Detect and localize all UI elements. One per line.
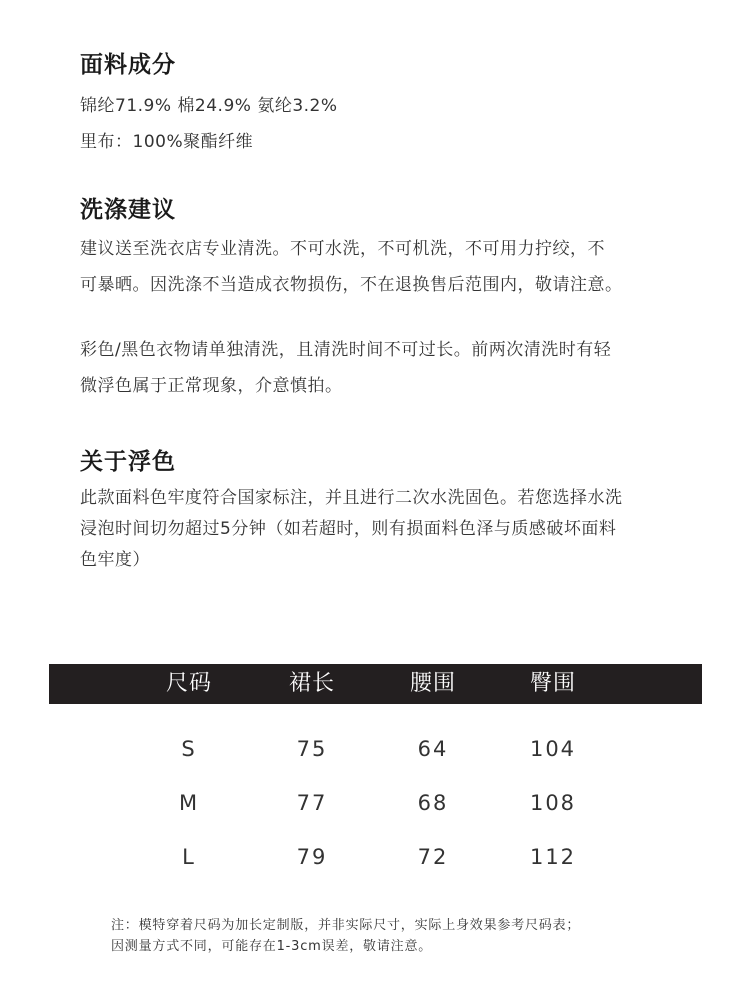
- fabric-composition-title: 面料成分: [80, 52, 176, 78]
- table-row: [49, 788, 702, 818]
- cell-hip: 104: [529, 737, 577, 761]
- header-hip: 臀围: [529, 671, 577, 696]
- cell-waist: 64: [417, 737, 449, 761]
- washing-advice-section: [80, 195, 690, 404]
- table-row: [49, 734, 702, 764]
- fabric-composition-line: 锦纶71.9% 棉24.9% 氨纶3.2%: [80, 96, 338, 116]
- cell-hip: 112: [529, 845, 577, 869]
- cell-skirt-length: 75: [296, 737, 328, 761]
- lining-composition-line: 里布：100%聚酯纤维: [80, 132, 254, 152]
- washing-advice-line: 可暴晒。因洗涤不当造成衣物损伤，不在退换售后范围内，敬请注意。: [80, 275, 623, 295]
- size-table: [49, 664, 702, 869]
- cell-skirt-length: 77: [296, 791, 328, 815]
- cell-size: S: [181, 737, 197, 761]
- header-skirt-length: 裙长: [288, 671, 336, 696]
- fabric-composition-section: [80, 50, 690, 160]
- cell-size: L: [182, 845, 196, 869]
- color-fading-line: 浸泡时间切勿超过5分钟（如若超时，则有损面料色泽与质感破坏面料: [80, 519, 617, 539]
- washing-advice-line: 彩色/黑色衣物请单独清洗，且清洗时间不可过长。前两次清洗时有轻: [80, 340, 612, 360]
- color-fading-line: 色牢度）: [80, 550, 150, 570]
- washing-advice-title: 洗涤建议: [80, 197, 176, 223]
- color-fading-title: 关于浮色: [80, 449, 176, 475]
- measurement-note: [111, 915, 671, 957]
- color-fading-line: 此款面料色牢度符合国家标注，并且进行二次水洗固色。若您选择水洗: [80, 488, 623, 508]
- washing-advice-line: 微浮色属于正常现象，介意慎拍。: [80, 376, 343, 396]
- cell-size: M: [178, 791, 200, 815]
- cell-waist: 72: [417, 845, 449, 869]
- cell-skirt-length: 79: [296, 845, 328, 869]
- header-size: 尺码: [165, 671, 213, 696]
- washing-advice-line: 建议送至洗衣店专业清洗。不可水洗，不可机洗，不可用力拧绞，不: [80, 239, 605, 259]
- size-table-header: [49, 664, 702, 704]
- table-row: [49, 842, 702, 872]
- color-fading-section: [80, 447, 690, 576]
- note-line: 因测量方式不同，可能存在1-3cm误差，敬请注意。: [111, 939, 433, 954]
- cell-hip: 108: [529, 791, 577, 815]
- note-line: 注：模特穿着尺码为加长定制版，并非实际尺寸，实际上身效果参考尺码表；: [111, 918, 581, 933]
- cell-waist: 68: [417, 791, 449, 815]
- header-waist: 腰围: [409, 671, 457, 696]
